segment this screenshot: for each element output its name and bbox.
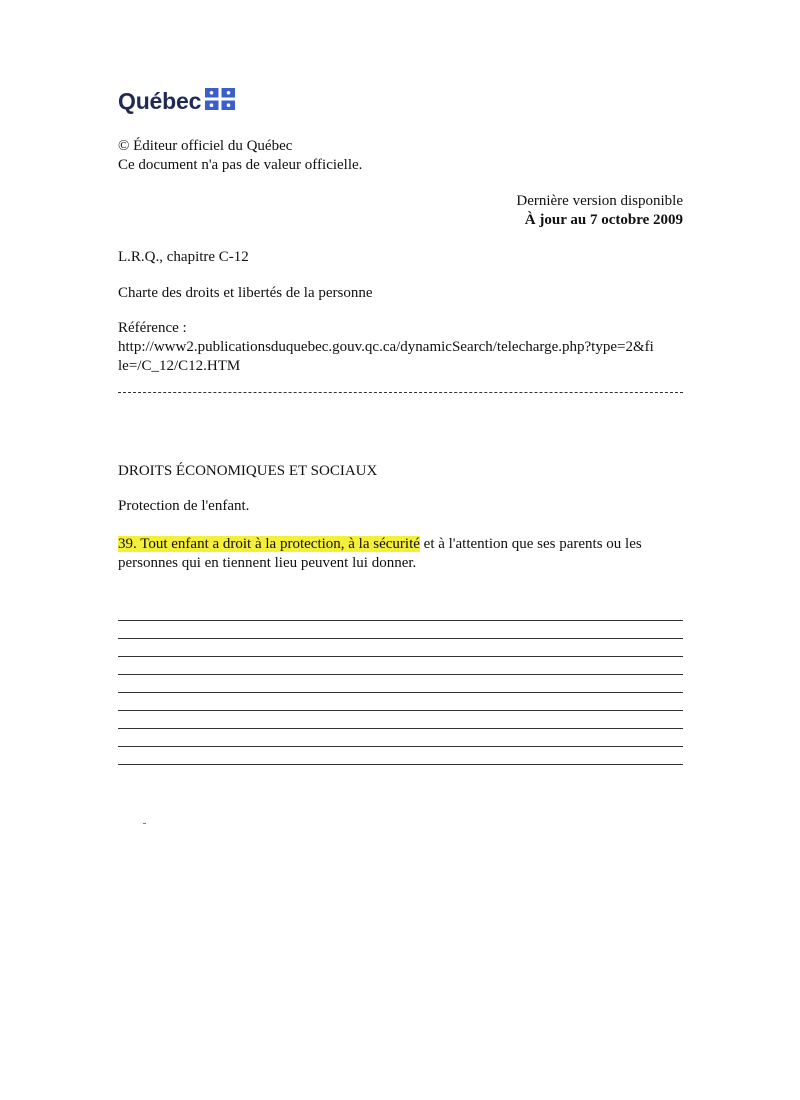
section-subheading: Protection de l'enfant. — [118, 498, 250, 514]
logo-wordmark: Québec — [118, 88, 202, 114]
writing-line — [118, 638, 683, 639]
blank-writing-lines — [118, 620, 683, 782]
law-chapter: L.R.Q., chapitre C-12 — [118, 249, 249, 265]
writing-line — [118, 674, 683, 675]
writing-line — [118, 728, 683, 729]
version-label: Dernière version disponible — [516, 193, 683, 209]
reference-url-line1: http://www2.publicationsduquebec.gouv.qc.ca/dynamicSearch/telecharge.php?type=2&fi — [118, 339, 654, 355]
article-39-line1-rest: et à l'attention que ses parents ou les — [419, 536, 642, 552]
reference-label: Référence : — [118, 320, 187, 336]
article-39-line1 — [118, 535, 642, 554]
fleurdelise-flag-icon — [205, 88, 235, 115]
writing-line — [118, 764, 683, 765]
writing-line — [118, 656, 683, 657]
article-39-line2: personnes qui en tiennent lieu peuvent lui donner. — [118, 555, 417, 571]
writing-line — [118, 620, 683, 621]
copyright-notice: © Éditeur officiel du Québec — [118, 138, 293, 154]
reference-url-line2: le=/C_12/C12.HTM — [118, 358, 241, 374]
writing-line — [118, 692, 683, 693]
quebec-logo — [118, 88, 235, 115]
writing-line — [118, 746, 683, 747]
disclaimer-notice: Ce document n'a pas de valeur officielle. — [118, 157, 363, 173]
highlighted-text: 39. Tout enfant a droit à la protection, à la sécurité — [118, 536, 420, 552]
dashed-separator — [118, 392, 683, 397]
writing-line — [118, 710, 683, 711]
version-date: À jour au 7 octobre 2009 — [524, 212, 683, 228]
section-heading: DROITS ÉCONOMIQUES ET SOCIAUX — [118, 463, 378, 479]
scan-speck — [143, 823, 146, 824]
charter-title: Charte des droits et libertés de la personne — [118, 285, 373, 301]
